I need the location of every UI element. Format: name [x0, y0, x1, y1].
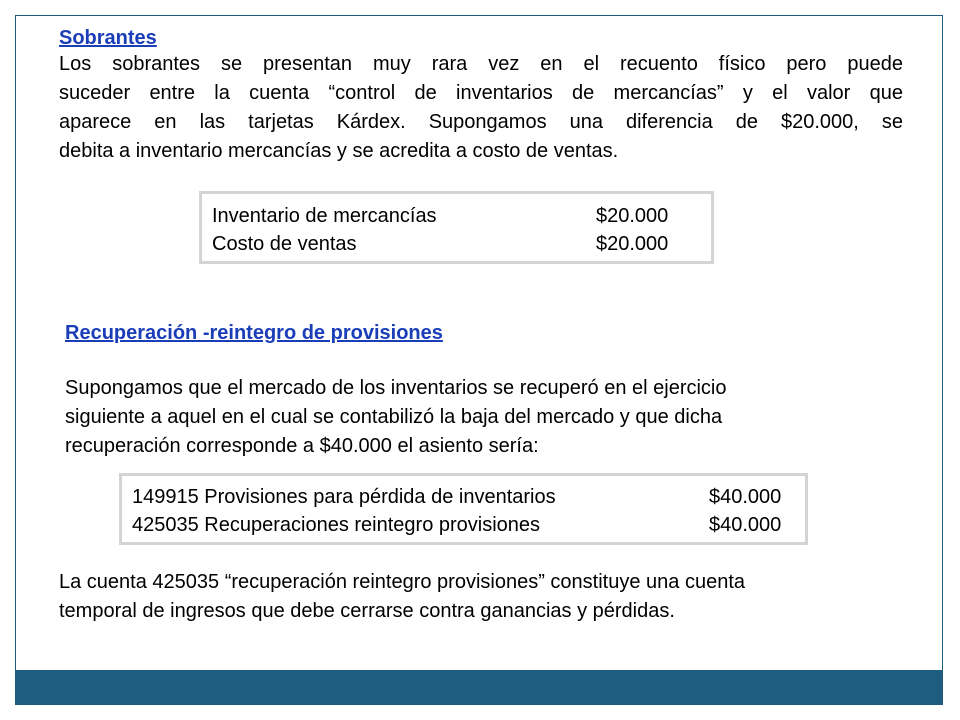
journal-entry-row	[212, 230, 711, 258]
entry-amount: $20.000	[596, 233, 669, 255]
entry-account: 425035 Recuperaciones reintegro provisiones	[132, 514, 541, 536]
paragraph-line: debita a inventario mercancías y se acredita a costo de ventas.	[59, 140, 619, 162]
paragraph-line: siguiente a aquel en el cual se contabilizó la baja del mercado y que dicha	[65, 406, 723, 428]
paragraph-line: La cuenta 425035 “recuperación reintegro provisiones” constituye una cuenta	[59, 571, 745, 593]
footer-bar	[15, 670, 943, 705]
journal-entry-row	[132, 483, 805, 511]
entry-amount: $40.000	[709, 514, 782, 536]
journal-entry-row	[212, 202, 711, 230]
entry-account: 149915 Provisiones para pérdida de inventarios	[132, 486, 556, 508]
entry-amount: $20.000	[596, 205, 669, 227]
paragraph-line: temporal de ingresos que debe cerrarse contra ganancias y pérdidas.	[59, 600, 675, 622]
section-title-recuperacion: Recuperación -reintegro de provisiones	[65, 322, 443, 344]
entry-account: Inventario de mercancías	[212, 205, 437, 227]
paragraph-line: Los sobrantes se presentan muy rara vez en el recuento físico pero puede	[59, 53, 903, 75]
journal-entry-recuperacion	[119, 473, 808, 545]
entry-account: Costo de ventas	[212, 233, 357, 255]
paragraph-line: aparece en las tarjetas Kárdex. Supongamos una diferencia de $20.000, se	[59, 111, 903, 133]
entry-amount: $40.000	[709, 486, 782, 508]
paragraph-line: suceder entre la cuenta “control de inventarios de mercancías” y el valor que	[59, 82, 903, 104]
journal-entry-row	[132, 511, 805, 539]
paragraph-line: recuperación corresponde a $40.000 el asiento sería:	[65, 435, 539, 457]
journal-entry-sobrantes	[199, 191, 714, 264]
section-title-sobrantes: Sobrantes	[59, 27, 157, 49]
paragraph-line: Supongamos que el mercado de los inventarios se recuperó en el ejercicio	[65, 377, 727, 399]
